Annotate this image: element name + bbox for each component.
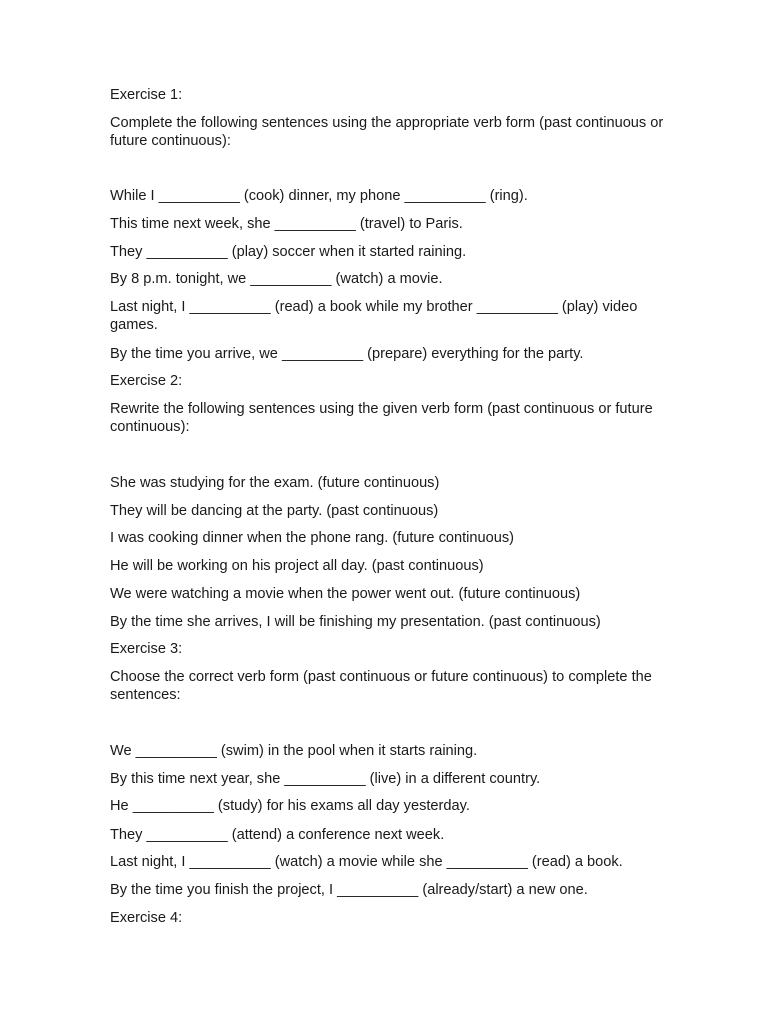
exercise-3-heading: Exercise 3: [110,641,183,657]
exercise-1-item-1: While I __________ (cook) dinner, my phone __________ (ring). [110,188,528,204]
exercise-2-item-3: I was cooking dinner when the phone rang. (future continuous) [110,530,515,546]
exercise-2-item-4: He will be working on his project all day. (past continuous) [110,558,484,574]
exercise-3-instruction: Choose the correct verb form (past continuous or future continuous) to complete the sentences: [110,669,656,703]
exercise-3-item-4: They __________ (attend) a conference next week. [110,827,445,843]
exercise-1-item-6: By the time you arrive, we __________ (prepare) everything for the party. [110,346,584,362]
exercise-2-item-5: We were watching a movie when the power went out. (future continuous) [110,586,581,602]
exercise-2-heading: Exercise 2: [110,373,183,389]
exercise-1-item-5: Last night, I __________ (read) a book while my brother __________ (play) video games. [110,299,642,333]
exercise-1-item-4: By 8 p.m. tonight, we __________ (watch) a movie. [110,271,443,287]
exercise-1-item-2: This time next week, she __________ (travel) to Paris. [110,216,463,232]
exercise-2-item-6: By the time she arrives, I will be finishing my presentation. (past continuous) [110,614,601,630]
exercise-3-item-3: He __________ (study) for his exams all day yesterday. [110,798,470,814]
exercise-3-item-2: By this time next year, she __________ (live) in a different country. [110,771,541,787]
exercise-2-item-2: They will be dancing at the party. (past continuous) [110,503,439,519]
exercise-4-heading: Exercise 4: [110,910,183,926]
exercise-3-item-5: Last night, I __________ (watch) a movie while she __________ (read) a book. [110,854,623,870]
exercise-1-instruction: Complete the following sentences using the appropriate verb form (past continuous or future continuous): [110,115,668,149]
exercise-3-item-6: By the time you finish the project, I __________ (already/start) a new one. [110,882,588,898]
exercise-1-item-3: They __________ (play) soccer when it started raining. [110,244,467,260]
exercise-3-item-1: We __________ (swim) in the pool when it starts raining. [110,743,478,759]
exercise-2-instruction: Rewrite the following sentences using the given verb form (past continuous or future continuous): [110,401,657,435]
exercise-1-heading: Exercise 1: [110,87,183,103]
exercise-2-item-1: She was studying for the exam. (future continuous) [110,475,440,491]
